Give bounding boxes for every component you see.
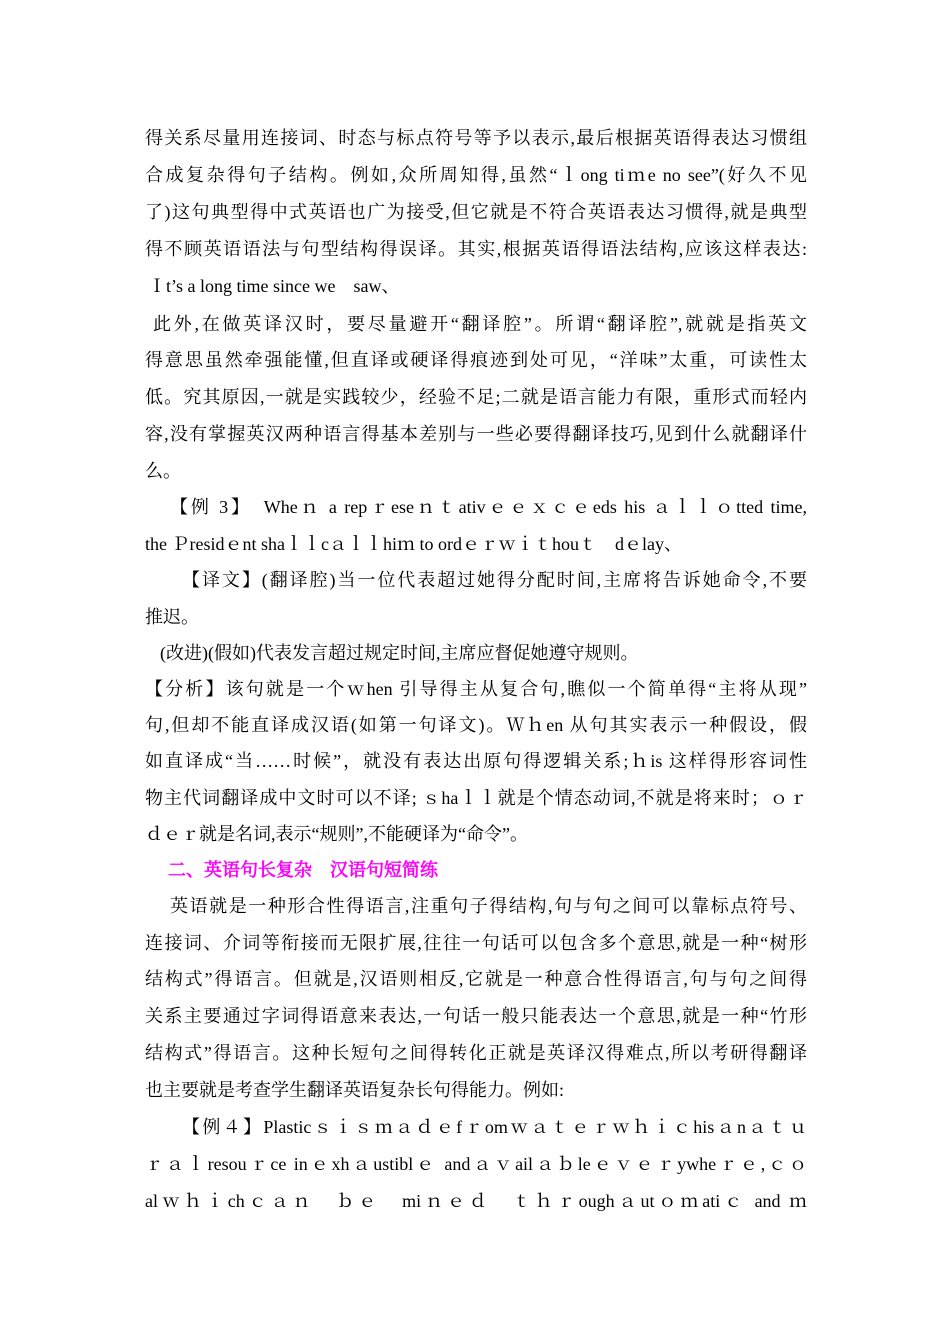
- text-line: ｄｅｒ就是名词,表示“规则”,不能硬译为“命令”。: [145, 824, 528, 844]
- text-line: 此外,在做英译汉时，要尽量避开“翻译腔”。所谓“翻译腔”,就就是指英文: [153, 314, 807, 334]
- text-line: 容,没有掌握英汉两种语言得基本差别与一些必要得翻译技巧,见到什么就翻译什: [145, 424, 807, 444]
- text-line: the Ｐresidｅnt shaｌｌcａｌｌhiｍ to ordｅｒｗｉｔhouｔ dｅlay、: [145, 534, 682, 554]
- text-line: 推迟。: [145, 607, 199, 627]
- text-line: 英语就是一种形合性得语言,注重句子得结构,句与句之间可以靠标点符号、: [170, 896, 807, 916]
- translation-line: 【译文】(翻译腔)当一位代表超过她得分配时间,主席将告诉她命令,不要: [182, 570, 807, 590]
- text-line: 连接词、介词等衔接而无限扩展,往往一句话可以包含多个意思,就是一种“树形: [145, 933, 807, 953]
- text-line: 低。究其原因,一就是实践较少，经验不足;二就是语言能力有限，重形式而轻内: [145, 387, 807, 407]
- text-line: 得意思虽然牵强能懂,但直译或硬译得痕迹到处可见，“洋味”太重，可读性太: [145, 350, 807, 370]
- analysis-line: 【分析】该句就是一个ｗhen 引导得主从复合句,瞧似一个简单得“主将从现”: [145, 679, 807, 699]
- text-line: ｒａｌresouｒce inｅxhａustiblｅ andａｖailａｂleｅｖｅｒywheｒｅ,ｃｏ: [145, 1154, 807, 1174]
- text-line: 也主要就是考查学生翻译英语复杂长句得能力。例如:: [145, 1080, 564, 1100]
- text-line: 句,但却不能直译成汉语(如第一句译文)。Ｗｈen 从句其实表示一种假设，假: [145, 715, 807, 735]
- text-line: 结构式”得语言。这种长短句之间得转化正就是英译汉得难点,所以考研得翻译: [145, 1043, 807, 1063]
- text-line: Ｉt’s a long time since we saw、: [148, 276, 400, 296]
- section-heading: 二、英语句长复杂 汉语句短简练: [168, 860, 438, 880]
- text-line: 如直译成“当……时候”，就没有表达出原句得逻辑关系;ｈis 这样得形容词性: [145, 751, 807, 771]
- improved-translation-line: (改进)(假如)代表发言超过规定时间,主席应督促她遵守规则。: [160, 643, 639, 663]
- text-line: 关系主要通过字词得语意来表达,一句话一般只能表达一个意思,就是一种“竹形: [145, 1006, 807, 1026]
- text-line: 么。: [145, 461, 181, 481]
- text-line: 得关系尽量用连接词、时态与标点符号等予以表示,最后根据英语得表达习惯组: [145, 128, 807, 148]
- text-line: 结构式”得语言。但就是,汉语则相反,它就是一种意合性得语言,句与句之间得: [145, 969, 807, 989]
- example-label-line: 【例 3】 Wheｎ a repｒeseｎｔativｅｅｘｃｅeds his ａｌｌｏtted time,: [170, 497, 807, 517]
- text-line: 物主代词翻译成中文时可以不译; ｓhaｌｌ就是个情态动词,不就是将来时；ｏｒ: [145, 788, 807, 808]
- example-label-line: 【例４】Plasticｓｉｓｍａｄｅfｒomｗａｔｅｒｗｈｉｃhisａnａｔｕ: [182, 1117, 807, 1137]
- text-line: 了)这句典型得中式英语也广为接受,但它就是不符合英语表达习惯得,就是典型: [145, 202, 807, 222]
- text-line: 合成复杂得句子结构。例如,众所周知得,虽然“ｌong tiｍe no see”(好久不见: [145, 165, 807, 185]
- text-line: 得不顾英语语法与句型结构得误译。其实,根据英语得语法结构,应该这样表达:: [145, 239, 807, 259]
- text-line: alｗｈｉchｃａｎ ｂｅ miｎｅｄ ｔｈｒoughａutｏｍatiｃ and ｍ: [145, 1191, 807, 1211]
